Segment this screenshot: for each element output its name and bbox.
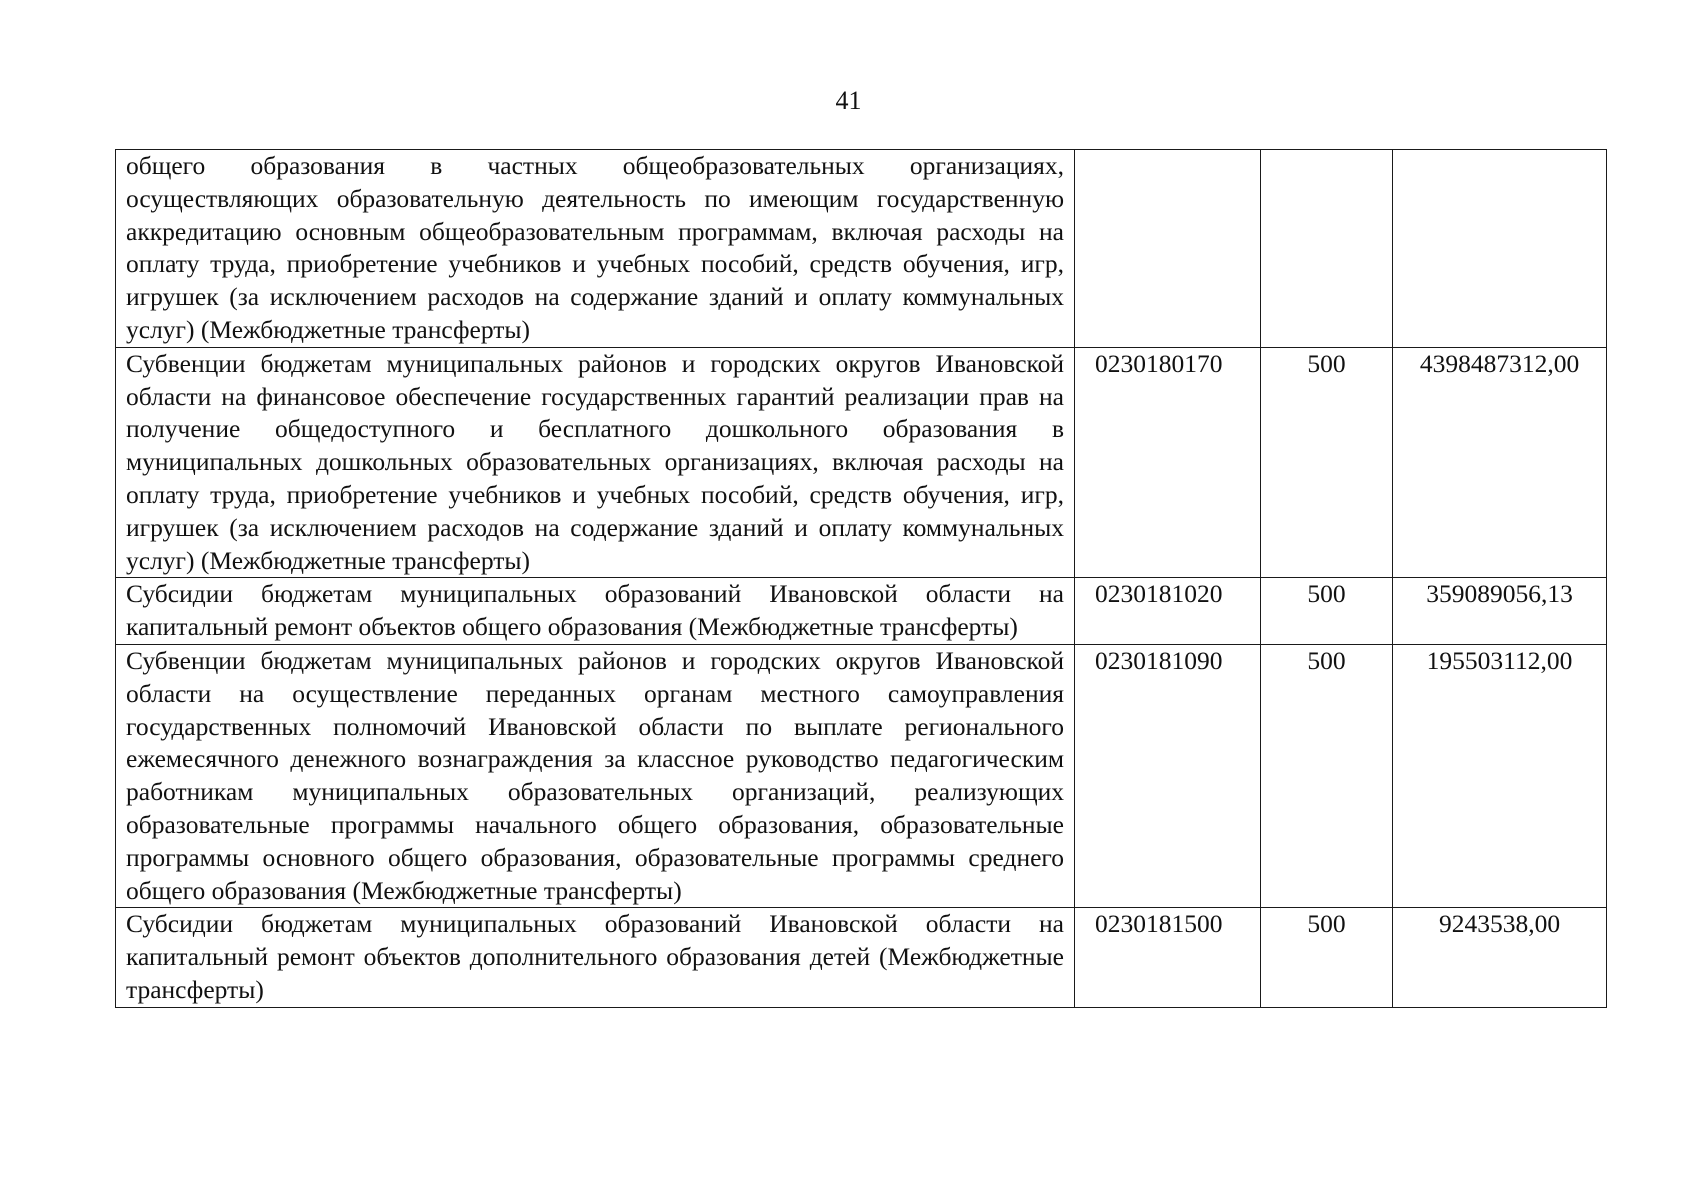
- row-description: общего образования в частных общеобразовательных организациях, осуществляющих образовательную деятельность по имеющим государственную аккредитацию основным общеобразовательным программам, включая расходы на оплату труда, приобретение учебников и учебных пособий, средств обучения, игр, игрушек (за исключением расходов на содержание зданий и оплату коммунальных услуг) (Межбюджетные трансферты): [116, 150, 1075, 348]
- row-description: Субвенции бюджетам муниципальных районов и городских округов Ивановской области на осуществление переданных органам местного самоуправления государственных полномочий Ивановской области по выплате регионального ежемесячного денежного вознаграждения за классное руководство педагогическим работникам муниципальных образовательных организаций, реализующих образовательные программы начального общего образования, образовательные программы основного общего образования, образовательные программы среднего общего образования (Межбюджетные трансферты): [116, 644, 1075, 907]
- row-description: Субсидии бюджетам муниципальных образований Ивановской области на капитальный ремонт объектов общего образования (Межбюджетные трансферты): [116, 578, 1075, 645]
- table-row: [116, 150, 1607, 348]
- row-expense-type: 500: [1261, 908, 1393, 1007]
- page-number: 41: [835, 86, 862, 115]
- table-row: [116, 644, 1607, 907]
- row-target-code: [1075, 150, 1261, 348]
- row-expense-type: 500: [1261, 644, 1393, 907]
- row-description: Субсидии бюджетам муниципальных образований Ивановской области на капитальный ремонт объектов дополнительного образования детей (Межбюджетные трансферты): [116, 908, 1075, 1007]
- table-row: [116, 347, 1607, 578]
- row-description: Субвенции бюджетам муниципальных районов и городских округов Ивановской области на финансовое обеспечение государственных гарантий реализации прав на получение общедоступного и бесплатного дошкольного образования в муниципальных дошкольных образовательных организациях, включая расходы на оплату труда, приобретение учебников и учебных пособий, средств обучения, игр, игрушек (за исключением расходов на содержание зданий и оплату коммунальных услуг) (Межбюджетные трансферты): [116, 347, 1075, 578]
- row-target-code: 0230181090: [1075, 644, 1261, 907]
- row-amount: 4398487312,00: [1393, 347, 1607, 578]
- row-amount: 359089056,13: [1393, 578, 1607, 645]
- row-amount: 195503112,00: [1393, 644, 1607, 907]
- row-amount: 9243538,00: [1393, 908, 1607, 1007]
- budget-table: [115, 149, 1607, 1008]
- row-target-code: 0230180170: [1075, 347, 1261, 578]
- row-expense-type: [1261, 150, 1393, 348]
- table-row: [116, 908, 1607, 1007]
- table-row: [116, 578, 1607, 645]
- row-expense-type: 500: [1261, 578, 1393, 645]
- row-target-code: 0230181020: [1075, 578, 1261, 645]
- row-amount: [1393, 150, 1607, 348]
- row-target-code: 0230181500: [1075, 908, 1261, 1007]
- row-expense-type: 500: [1261, 347, 1393, 578]
